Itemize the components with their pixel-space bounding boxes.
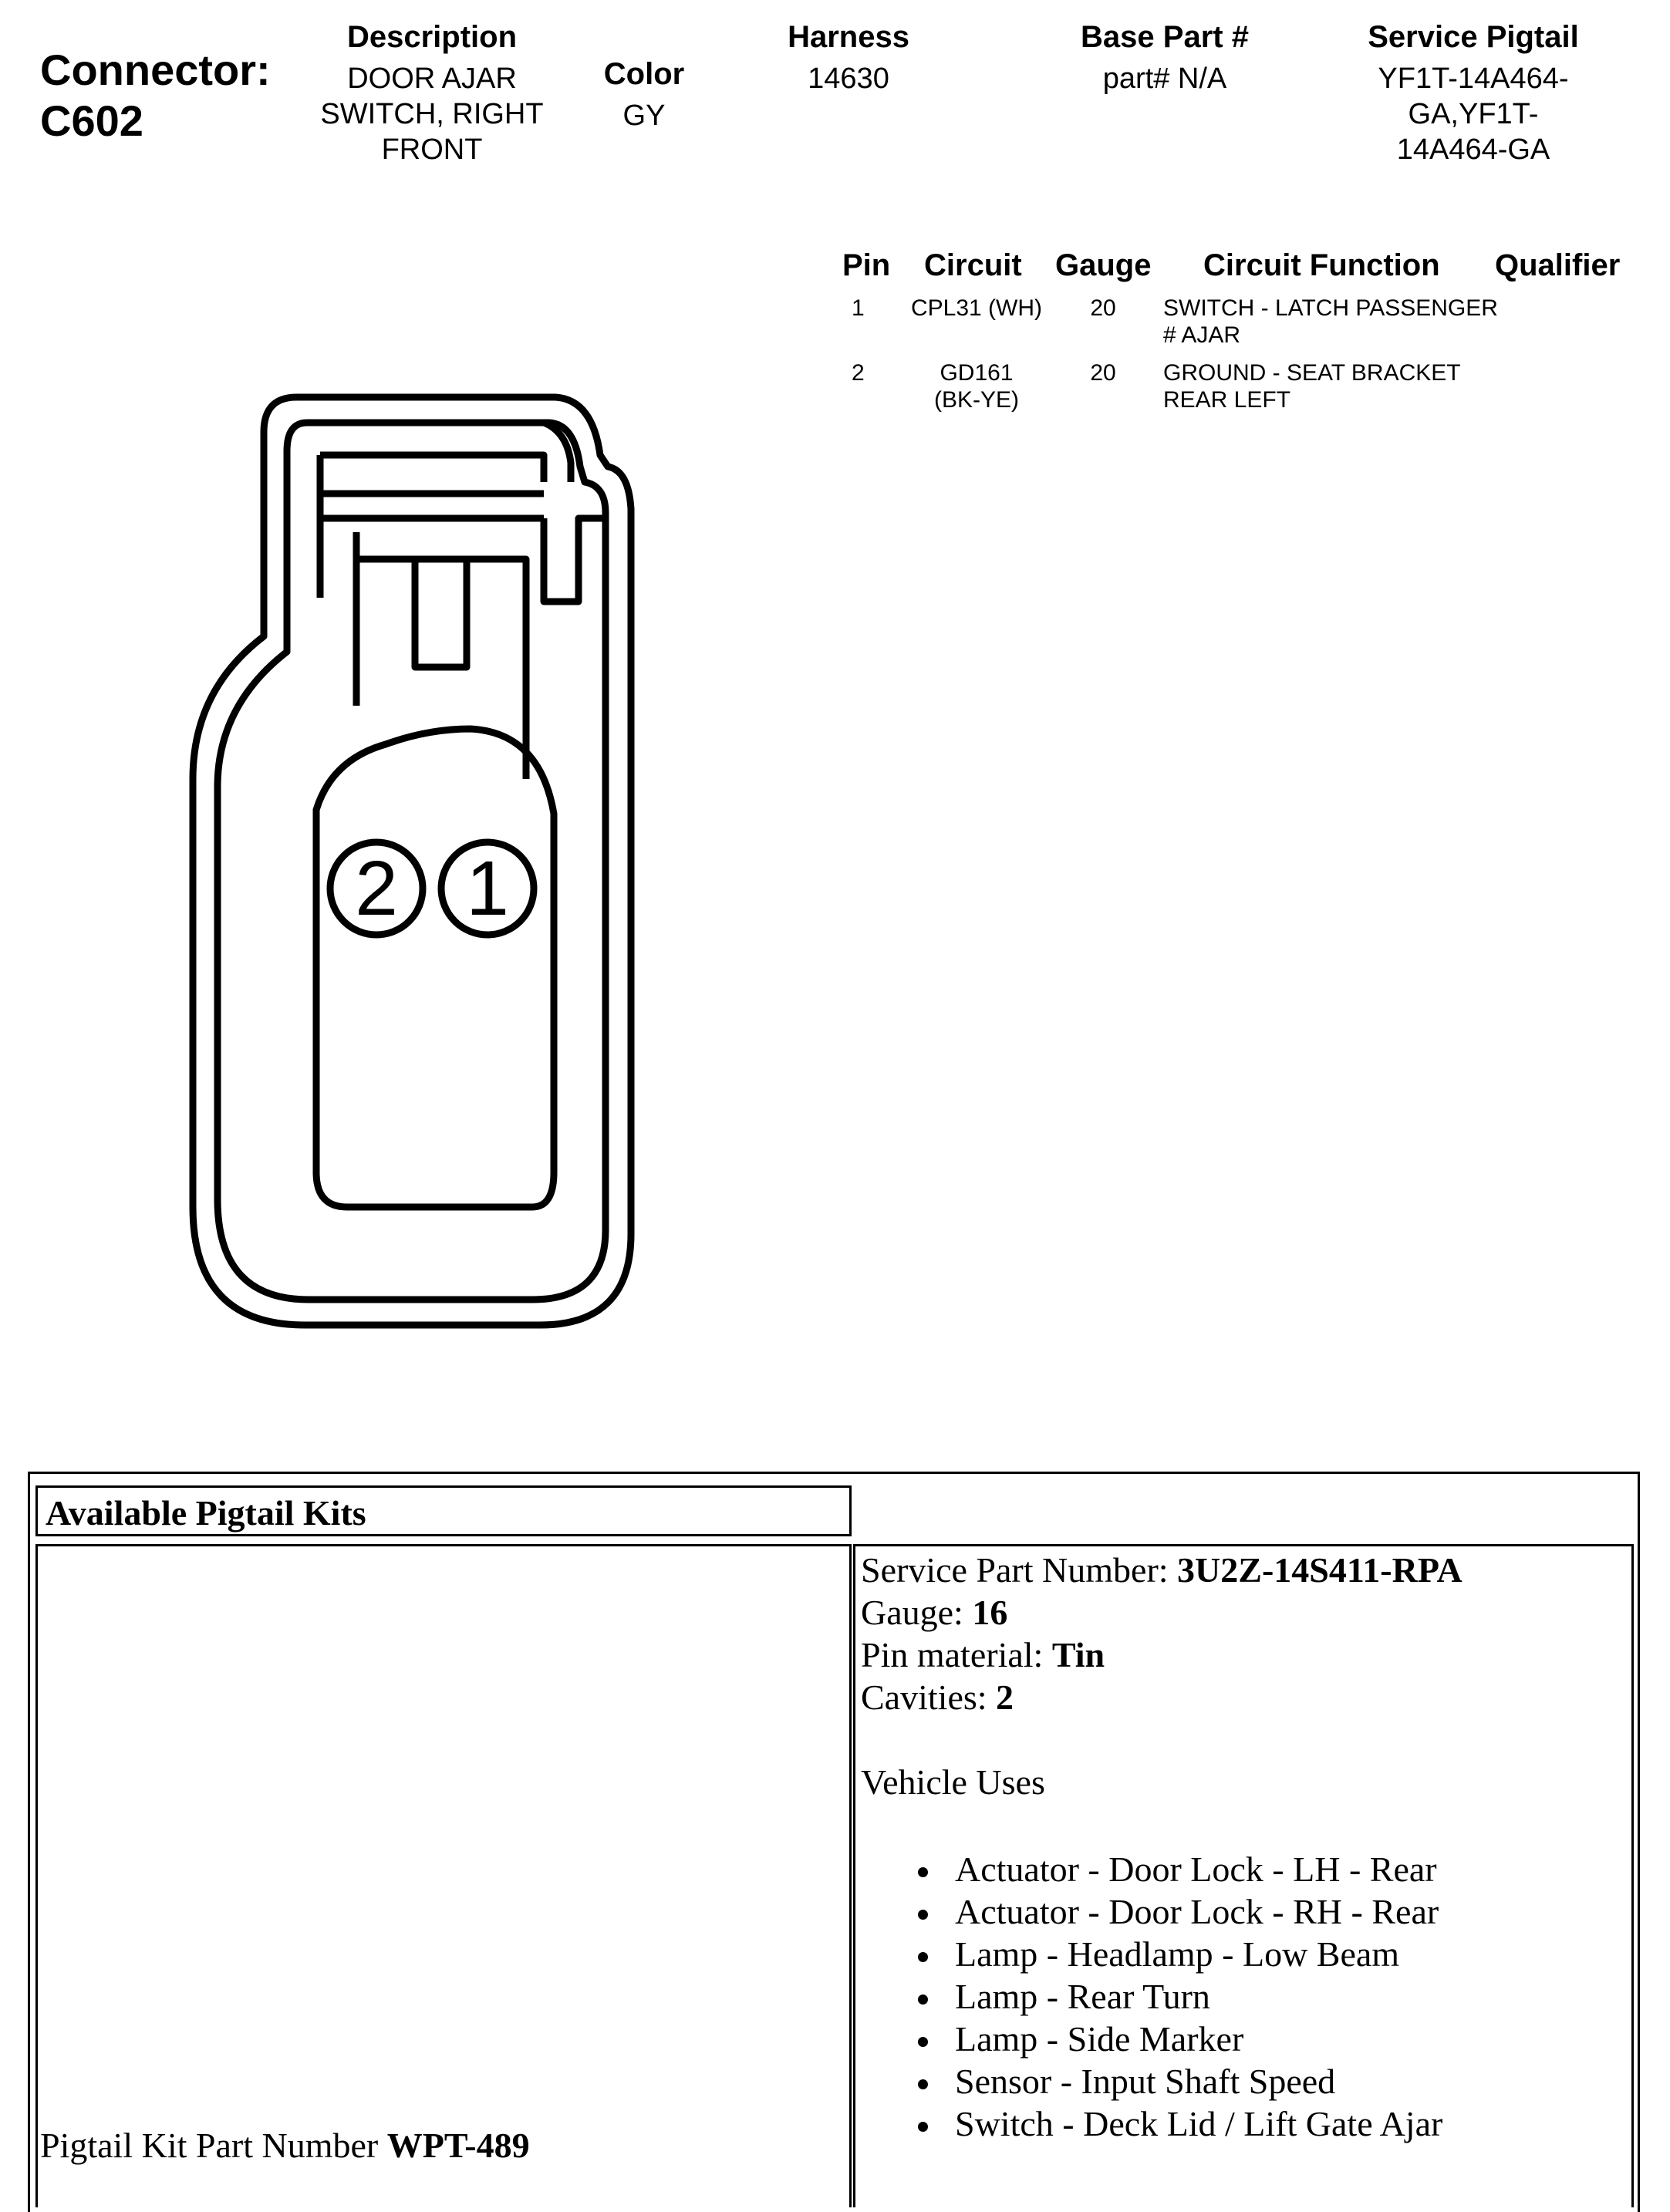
gauge-value: 20	[1090, 295, 1116, 321]
pigtail-kits-title: Available Pigtail Kits	[46, 1493, 366, 1533]
vehicle-uses-heading: Vehicle Uses	[861, 1762, 1045, 1802]
service-part-line	[861, 1549, 1624, 1591]
list-item: Actuator - Door Lock - LH - Rear	[861, 1848, 1624, 1890]
circuit-function-col-header: Circuit Function	[1203, 248, 1440, 282]
harness-label: Harness	[788, 20, 909, 54]
gauge-value: 16	[972, 1593, 1008, 1632]
base-part-label: Base Part #	[1081, 20, 1249, 54]
base-part-value: part# N/A	[1102, 62, 1227, 95]
color-value: GY	[622, 99, 666, 132]
service-part-label: Service Part Number:	[861, 1550, 1169, 1590]
cavities-line	[861, 1676, 1624, 1718]
pin-2-label: 2	[355, 845, 398, 932]
pin-material-label: Pin material:	[861, 1635, 1044, 1674]
connector-label: Connector:	[40, 46, 271, 94]
service-pigtail-value: YF1T-14A464-GA,YF1T-14A464-GA	[1378, 62, 1569, 166]
gauge-label: Gauge:	[861, 1593, 963, 1632]
connector-id: C602	[40, 96, 143, 145]
list-item: Lamp - Rear Turn	[861, 1975, 1624, 2018]
pigtail-details	[861, 1549, 1624, 2145]
pigtail-image-cell	[35, 1544, 852, 2207]
circuit-function-value: GROUND - SEAT BRACKET REAR LEFT	[1163, 360, 1461, 413]
circuit-value: CPL31 (WH)	[910, 295, 1043, 321]
gauge-line	[861, 1591, 1624, 1634]
circuit-col-header: Circuit	[924, 248, 1022, 282]
qualifier-col-header: Qualifier	[1495, 248, 1621, 282]
pin-col-header: Pin	[842, 248, 891, 282]
pin-material-line	[861, 1634, 1624, 1676]
gauge-col-header: Gauge	[1055, 248, 1152, 282]
pin-housing	[316, 729, 554, 1207]
pigtail-kits-title-cell	[35, 1485, 852, 1536]
list-item: Lamp - Headlamp - Low Beam	[861, 1933, 1624, 1975]
service-pigtail-label: Service Pigtail	[1368, 20, 1579, 54]
gauge-value: 20	[1090, 360, 1116, 386]
description-value: DOOR AJAR SWITCH, RIGHT FRONT	[320, 62, 544, 166]
list-item: Lamp - Side Marker	[861, 2018, 1624, 2060]
cavities-label: Cavities:	[861, 1678, 987, 1717]
circuit-function-value: SWITCH - LATCH PASSENGER # AJAR	[1163, 295, 1498, 348]
color-label: Color	[603, 57, 685, 91]
cavities-value: 2	[996, 1678, 1014, 1717]
circuit-value: GD161 (BK-YE)	[933, 360, 1019, 413]
list-item: Switch - Deck Lid / Lift Gate Ajar	[861, 2102, 1624, 2145]
vehicle-uses-list	[861, 1848, 1624, 2145]
pin-number: 2	[852, 360, 865, 386]
list-item: Actuator - Door Lock - RH - Rear	[861, 1890, 1624, 1933]
description-label: Description	[346, 20, 518, 54]
pin-number: 1	[852, 295, 865, 321]
kit-part-label: Pigtail Kit Part Number	[40, 2126, 379, 2165]
service-part-value: 3U2Z-14S411-RPA	[1177, 1550, 1463, 1590]
harness-value: 14630	[808, 62, 889, 95]
kit-part-value: WPT-489	[386, 2126, 530, 2165]
pigtail-kit-part-number	[40, 2124, 530, 2166]
pin-1-label: 1	[466, 845, 509, 932]
list-item: Sensor - Input Shaft Speed	[861, 2060, 1624, 2102]
pin-material-value: Tin	[1051, 1635, 1105, 1674]
